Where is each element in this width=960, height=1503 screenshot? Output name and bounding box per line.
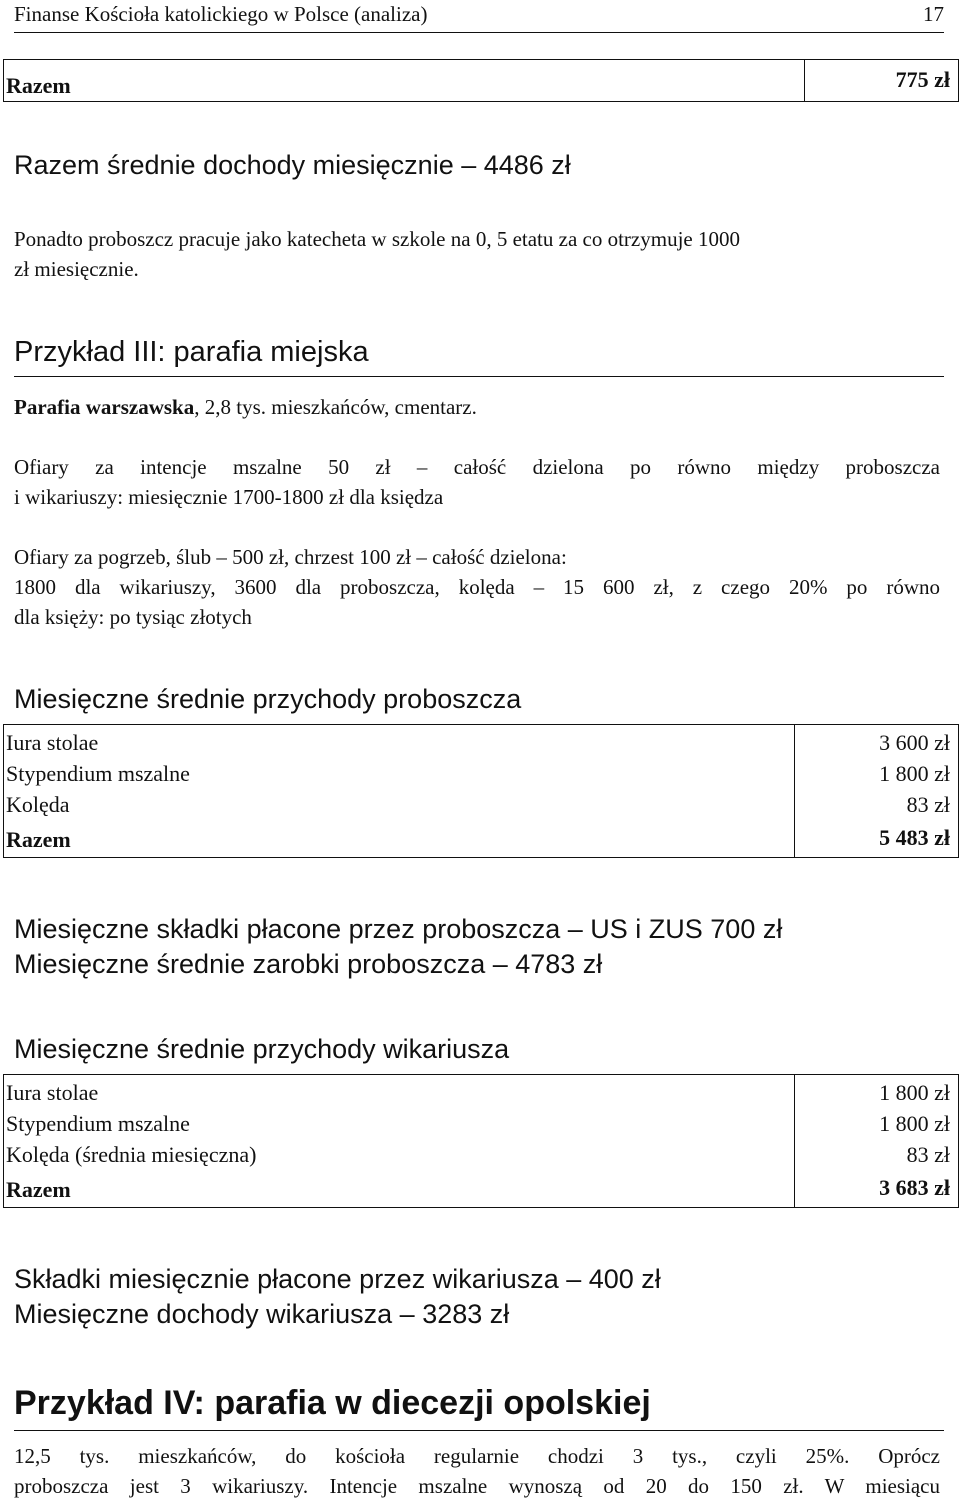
example4-line-2: proboszcza jest 3 wikariuszy. Intencje mszalne wynoszą od 20 do 150 zł. W miesiącu bbox=[14, 1474, 940, 1498]
example4-paragraph bbox=[14, 1441, 940, 1501]
table-total-label: Razem bbox=[6, 73, 71, 98]
proboszcz-row-value: 83 zł bbox=[906, 792, 950, 817]
table-total-value-cell bbox=[805, 60, 959, 102]
extra-note-line-1: Ponadto proboszcz pracuje jako katecheta w szkole na 0, 5 etatu za co otrzymuje 1000 bbox=[14, 227, 740, 251]
proboszcz-row-label: Stypendium mszalne bbox=[6, 761, 190, 786]
parish-name: Parafia warszawska bbox=[14, 395, 195, 419]
table-total-value: 775 zł bbox=[895, 67, 950, 92]
example3-heading: Przykład III: parafia miejska bbox=[14, 336, 369, 368]
example4-heading-block bbox=[14, 1384, 944, 1431]
wikariusz-income-heading: Miesięczne średnie przychody wikariusza bbox=[14, 1034, 510, 1064]
offerings-masses-line-2: i wikariuszy: miesięcznie 1700-1800 zł dla księdza bbox=[14, 485, 444, 509]
wikariusz-row-label: Iura stolae bbox=[6, 1080, 99, 1105]
offerings-ceremonies-line-1: Ofiary za pogrzeb, ślub – 500 zł, chrzest 100 zł – całość dzielona: bbox=[14, 545, 567, 569]
wikariusz-income-table bbox=[3, 1074, 959, 1208]
extra-note bbox=[14, 224, 944, 284]
parish-details: , 2,8 tys. mieszkańców, cmentarz. bbox=[194, 395, 477, 419]
example3-heading-block bbox=[14, 336, 944, 377]
wikariusz-row-value: 1 800 zł bbox=[879, 1080, 950, 1105]
example4-heading: Przykład IV: parafia w diecezji opolskiej bbox=[14, 1384, 651, 1422]
wikariusz-total-value: 3 683 zł bbox=[879, 1175, 950, 1200]
proboszcz-total-value: 5 483 zł bbox=[879, 825, 950, 850]
proboszcz-earnings: Miesięczne średnie zarobki proboszcza – 4783 zł bbox=[14, 949, 603, 979]
wikariusz-income: Miesięczne dochody wikariusza – 3283 zł bbox=[14, 1299, 510, 1329]
wikariusz-row-label: Kolęda (średnia miesięczna) bbox=[6, 1142, 257, 1167]
parish-description bbox=[14, 392, 477, 422]
extra-note-line-2: zł miesięcznie. bbox=[14, 257, 139, 281]
proboszcz-row-label: Kolęda bbox=[6, 792, 70, 817]
wikariusz-row-value: 1 800 zł bbox=[879, 1111, 950, 1136]
proboszcz-values-cell bbox=[795, 725, 959, 858]
wikariusz-row-label: Stypendium mszalne bbox=[6, 1111, 190, 1136]
offerings-ceremonies-paragraph bbox=[14, 542, 940, 632]
offerings-ceremonies-line-2: 1800 dla wikariuszy, 3600 dla proboszcza, kolęda – 15 600 zł, z czego 20% po równo bbox=[14, 575, 940, 599]
wikariusz-labels-cell bbox=[4, 1075, 795, 1208]
proboszcz-row-value: 3 600 zł bbox=[879, 730, 950, 755]
proboszcz-income-table bbox=[3, 724, 959, 858]
wikariusz-summary bbox=[14, 1262, 661, 1332]
table-total-cell bbox=[4, 60, 805, 102]
proboszcz-row-label: Iura stolae bbox=[6, 730, 99, 755]
example4-line-1: 12,5 tys. mieszkańców, do kościoła regularnie chodzi 3 tys., czyli 25%. Oprócz bbox=[14, 1444, 940, 1468]
page-header bbox=[14, 2, 944, 33]
header-title: Finanse Kościoła katolickiego w Polsce (analiza) bbox=[14, 2, 428, 26]
wikariusz-row-value: 83 zł bbox=[906, 1142, 950, 1167]
proboszcz-total-label: Razem bbox=[6, 827, 71, 852]
wikariusz-contributions: Składki miesięcznie płacone przez wikariusza – 400 zł bbox=[14, 1264, 661, 1294]
proboszcz-labels-cell bbox=[4, 725, 795, 858]
proboszcz-row-value: 1 800 zł bbox=[879, 761, 950, 786]
page-number: 17 bbox=[923, 2, 944, 26]
continued-table bbox=[3, 59, 959, 102]
offerings-masses-line-1: Ofiary za intencje mszalne 50 zł – całość dzielona po równo między proboszcza bbox=[14, 455, 940, 479]
summary-line: Razem średnie dochody miesięcznie – 4486 zł bbox=[14, 150, 571, 180]
offerings-masses-paragraph bbox=[14, 452, 940, 512]
wikariusz-values-cell bbox=[795, 1075, 959, 1208]
offerings-ceremonies-line-3: dla księży: po tysiąc złotych bbox=[14, 605, 252, 629]
proboszcz-contributions: Miesięczne składki płacone przez proboszcza – US i ZUS 700 zł bbox=[14, 914, 783, 944]
proboszcz-income-heading: Miesięczne średnie przychody proboszcza bbox=[14, 684, 522, 714]
proboszcz-summary bbox=[14, 912, 782, 982]
wikariusz-total-label: Razem bbox=[6, 1177, 71, 1202]
